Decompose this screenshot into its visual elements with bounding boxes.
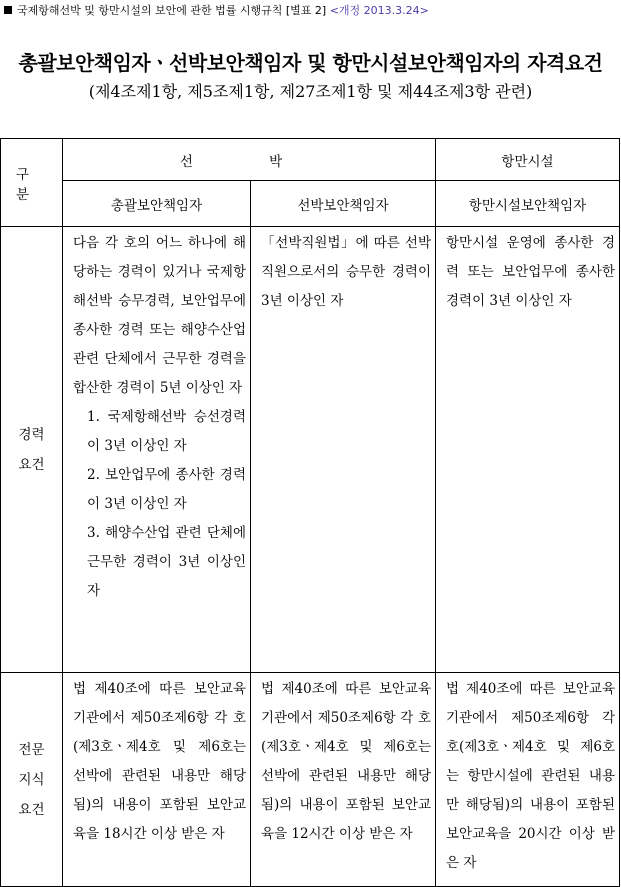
list-item: 3. 해양수산업 관련 단체에 근무한 경력이 3년 이상인 자 [87,525,246,599]
port-group-header: 항만시설 [436,139,620,181]
cell-experience-ship: 「선박직원법」에 따른 선박직원으로서의 승무한 경력이 3년 이상인 자 [251,227,436,673]
row-label-experience: 경력 요건 [1,227,63,673]
category-header: 구 분 [1,139,63,227]
cell-knowledge-ship: 법 제40조에 따른 보안교육기관에서 제50조제6항 각 호(제3호ㆍ제4호 및 제6호는 선박에 관련된 내용만 해당됨)의 내용이 포함된 보안교육을 12시간 이상 받은 자 [251,673,436,887]
ship-group-header: 선 박 [63,139,436,181]
qualification-table [0,138,620,887]
cell-experience-company: 다음 각 호의 어느 하나에 해당하는 경력이 있거나 국제항해선박 승무경력, 보안업무에 종사한 경력 또는 해양수산업 관련 단체에서 근무한 경력을 합산한 경력이 5년 이상인 자 1. 국제항해선박 승선경력이 3년 이상인 자 2. 보안업무에 종사한 경력이 3년 이상인 자 3. 해양수산업 관련 단체에 근무한 경력이 3년 이상인 자 [63,227,251,673]
list-item: 1. 국제항해선박 승선경력이 3년 이상인 자 [87,409,246,454]
table-row-experience [1,227,620,673]
col-header-company-officer: 총괄보안책임자 [63,181,251,227]
col-header-ship-officer: 선박보안책임자 [251,181,436,227]
row-label-knowledge: 전문 지식 요건 [1,673,63,887]
square-bullet-icon [4,6,12,14]
amendment-date: <개정 2013.3.24> [329,4,429,17]
page-title: 총괄보안책임자ㆍ선박보안책임자 및 항만시설보안책임자의 자격요건 [18,51,603,75]
col-header-port-officer: 항만시설보안책임자 [436,181,620,227]
header-law-reference: 국제항해선박 및 항만시설의 보안에 관한 법률 시행규칙 [별표 2] [17,4,327,17]
table-row-knowledge [1,673,620,887]
cell-experience-port: 항만시설 운영에 종사한 경력 또는 보안업무에 종사한 경력이 3년 이상인 자 [436,227,620,673]
page-subtitle: (제4조제1항, 제5조제1항, 제27조제1항 및 제44조제3항 관련) [88,82,533,101]
list-item: 2. 보안업무에 종사한 경력이 3년 이상인 자 [87,467,246,512]
cell-knowledge-port: 법 제40조에 따른 보안교육기관에서 제50조제6항 각 호(제3호ㆍ제4호 및 제6호는 항만시설에 관련된 내용만 해당됨)의 내용이 포함된 보안교육을 20시간 이상 받은 자 [436,673,620,887]
cell-knowledge-company: 법 제40조에 따른 보안교육기관에서 제50조제6항 각 호(제3호ㆍ제4호 및 제6호는 선박에 관련된 내용만 해당됨)의 내용이 포함된 보안교육을 18시간 이상 받은 자 [63,673,251,887]
document-header [4,2,429,18]
